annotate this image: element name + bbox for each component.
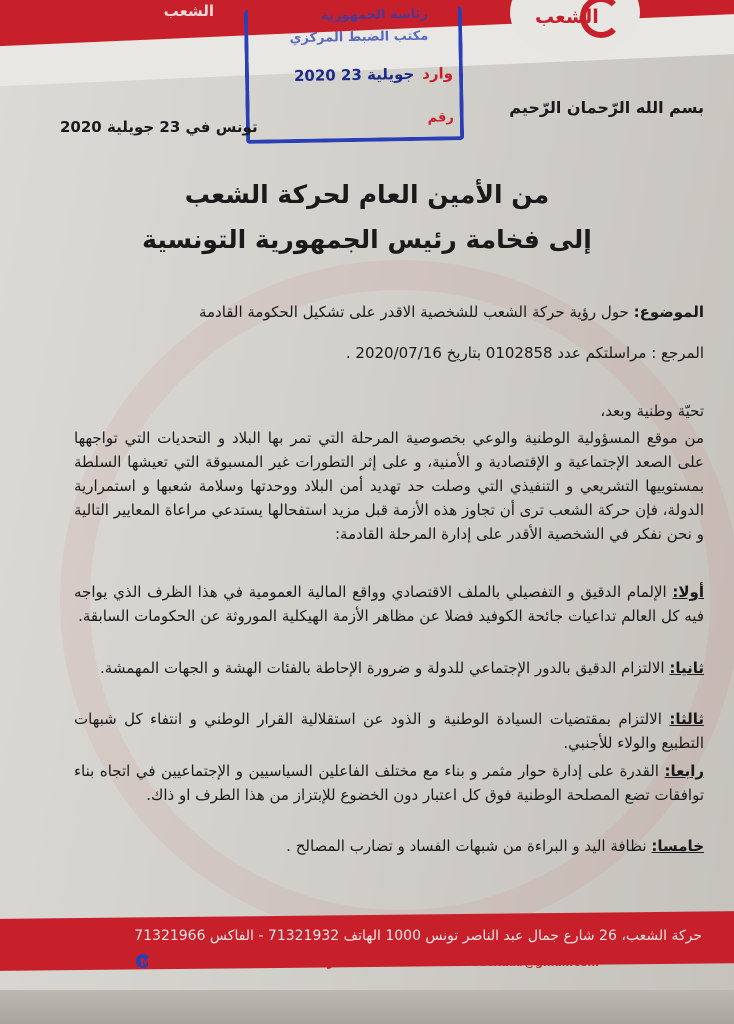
- logo-text: الشعب: [535, 6, 599, 28]
- criterion-label: رابعا:: [664, 762, 704, 780]
- place-date: تونس في 23 جويلية 2020: [60, 118, 258, 136]
- bottom-shadow: [0, 990, 734, 1024]
- recipient-heading: إلى فخامة رئيس الجمهورية التونسية: [142, 225, 592, 254]
- greeting: تحيّة وطنية وبعد،: [600, 402, 704, 420]
- criterion-5: [74, 834, 704, 858]
- criterion-label: ثالثا:: [669, 710, 704, 728]
- reception-stamp: [244, 6, 464, 144]
- header-band-label: الشعب: [163, 2, 214, 20]
- footer-email: e-mail : infoechaab@gmail.com: [405, 956, 600, 969]
- criterion-text: الإلمام الدقيق و التفصيلي بالملف الاقتصادي وواقع المالية العمومية في هذا الظرف الذي يواجه فيه كل العالم تداعيات جائحة الكوفيد فضلا عن مظاهر الأزمة الهيكلية الموروثة عن الحكومات السابقة.: [74, 583, 704, 625]
- stamp-label: وارد: [422, 64, 454, 83]
- stamp-date: 2020 23 جويلية: [293, 64, 415, 86]
- footer-social: Mouvement Echaâb - حركة الشعب -: [140, 956, 351, 969]
- criterion-text: الالتزام الدقيق بالدور الإجتماعي للدولة و ضرورة الإحاطة بالفئات الهشة و الجهات المهمشة.: [100, 659, 670, 677]
- sender-heading: من الأمين العام لحركة الشعب: [184, 180, 550, 209]
- criterion-label: خامسا:: [651, 837, 704, 855]
- criterion-4: [74, 759, 704, 807]
- reference-line: المرجع : مراسلتكم عدد 0102858 بتاريخ 2020/07/16 .: [345, 344, 704, 362]
- basmala: بسم الله الرّحمان الرّحيم: [509, 98, 704, 117]
- criterion-2: [74, 656, 704, 680]
- intro-paragraph: من موقع المسؤولية الوطنية والوعي بخصوصية المرحلة التي تمر بها البلاد و التحديات التي تواجهها على الصعد الإجتماعية و الإقتصادية و الأمنية، و على إثر التطورات غير المسبوقة التي تعيشها السلطة بمستوييها التشريعي و التنفيذي التي وصلت حد تهديد أمن البلاد ووحدتها وسلامة شعبها و استمرارية الدولة، فإن حركة الشعب ترى أن تجاوز هذه الأزمة قبل مزيد استفحالها يستدعي مراعاة المعايير التالية و نحن نفكر في الشخصية الأقدر على إدارة المرحلة القادمة:: [74, 429, 704, 543]
- stamp-line1: رئاسة الجمهورية: [320, 6, 429, 24]
- criterion-3: [74, 707, 704, 755]
- stamp-line3: رقم: [427, 110, 454, 126]
- criterion-text: القدرة على إدارة حوار مثمر و بناء مع مختلف الفاعلين السياسيين و الإجتماعيين في اتجاه بناء توافقات تضع المصلحة الوطنية فوق كل اعتبار دون الخضوع للإبتزاز من هذا الطرف او ذاك.: [74, 762, 704, 804]
- footer-address: حركة الشعب، 26 شارع جمال عبد الناصر تونس 1000 الهاتف 71321932 - الفاكس 71321966: [134, 928, 702, 944]
- criterion-label: ثانيا:: [669, 659, 704, 677]
- criterion-label: أولا:: [672, 583, 704, 601]
- criterion-text: الالتزام بمقتضيات السيادة الوطنية و الذود عن استقلالية القرار الوطني و انتفاء كل شبهات التطبيع والولاء للأجنبي.: [74, 710, 704, 752]
- criterion-1: [74, 580, 704, 628]
- stamp-line2: مكتب الضبط المركزي: [289, 28, 429, 47]
- subject-label: الموضوع:: [633, 303, 704, 321]
- subject-line: [144, 303, 704, 321]
- subject-text: حول رؤية حركة الشعب للشخصية الاقدر على تشكيل الحكومة القادمة: [198, 303, 634, 321]
- criterion-text: نظافة اليد و البراءة من شبهات الفساد و تضارب المصالح .: [286, 837, 652, 855]
